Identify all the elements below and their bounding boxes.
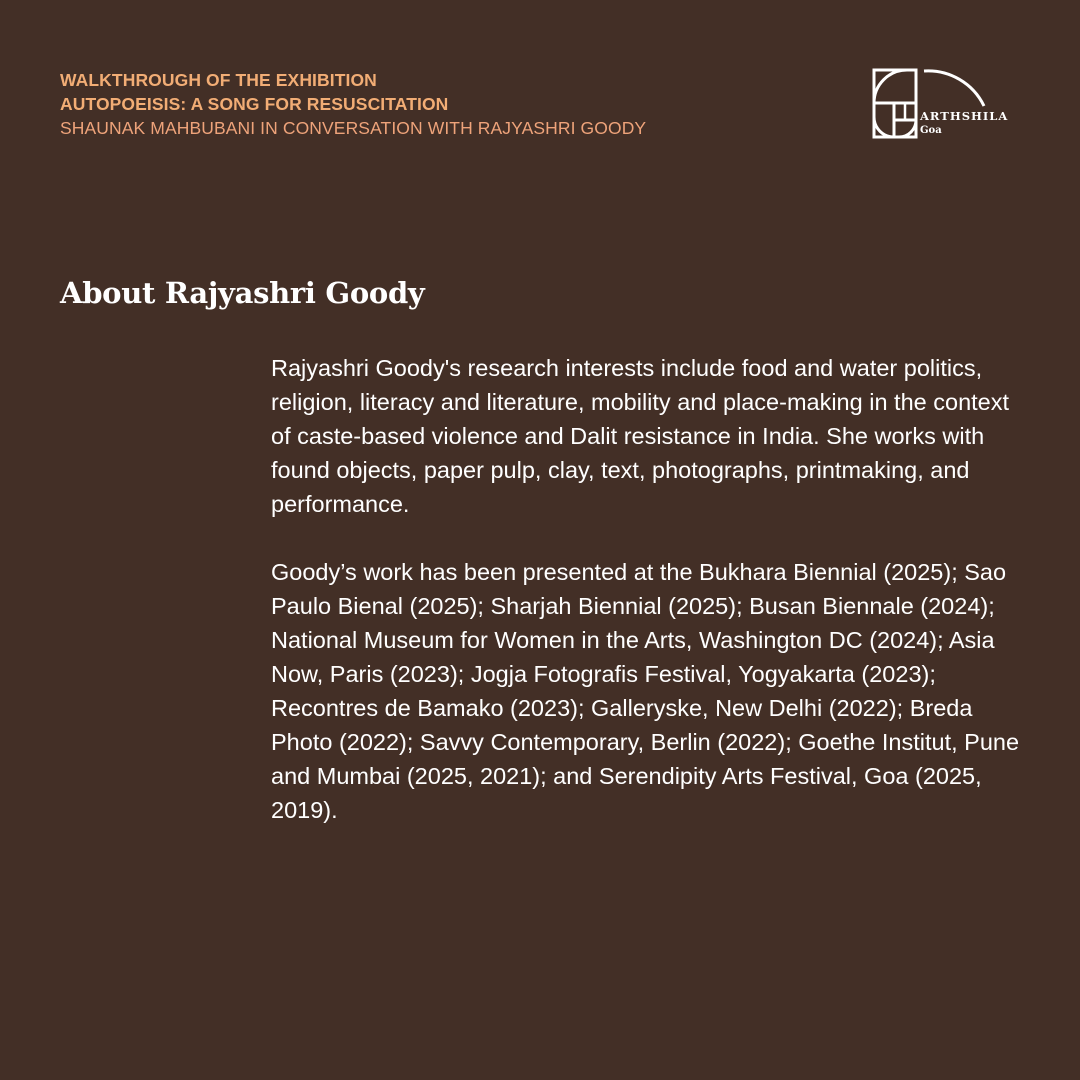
- arthshila-logo: [872, 68, 1022, 142]
- section-title: About Rajyashri Goody: [60, 276, 425, 310]
- header-walkthrough: WALKTHROUGH OF THE EXHIBITION: [60, 70, 377, 90]
- bio-text: [271, 351, 1021, 861]
- bio-paragraph-exhibitions: Goody’s work has been presented at the Bukhara Biennial (2025); Sao Paulo Bienal (2025); Sharjah Biennial (2025); Busan Biennale (2024); National Museum for Women in the Arts, Washington DC (2024); Asia Now, Paris (2023); Jogja Fotografis Festival, Yogyakarta (2023); Recontres de Bamako (2023); Galleryske, New Delhi (2022); Breda Photo (2022); Savvy Contemporary, Berlin (2022); Goethe Institut, Pune and Mumbai (2025, 2021); and Serendipity Arts Festival, Goa (2025, 2019).: [271, 559, 1020, 823]
- logo-brand-name: ARTHSHILA: [920, 109, 1009, 123]
- logo-city: Goa: [920, 125, 942, 136]
- header-conversation: SHAUNAK MAHBUBANI IN CONVERSATION WITH RAJYASHRI GOODY: [60, 118, 647, 138]
- event-header: [60, 68, 820, 140]
- header-exhibition-title: AUTOPOEISIS: A SONG FOR RESUSCITATION: [60, 94, 449, 114]
- golden-spiral-logo-icon: [872, 68, 1022, 142]
- bio-paragraph-research: Rajyashri Goody's research interests include food and water politics, religion, literacy and literature, mobility and place-making in the context of caste-based violence and Dalit resistance in India. She works with found objects, paper pulp, clay, text, photographs, printmaking, and performance.: [271, 355, 1010, 517]
